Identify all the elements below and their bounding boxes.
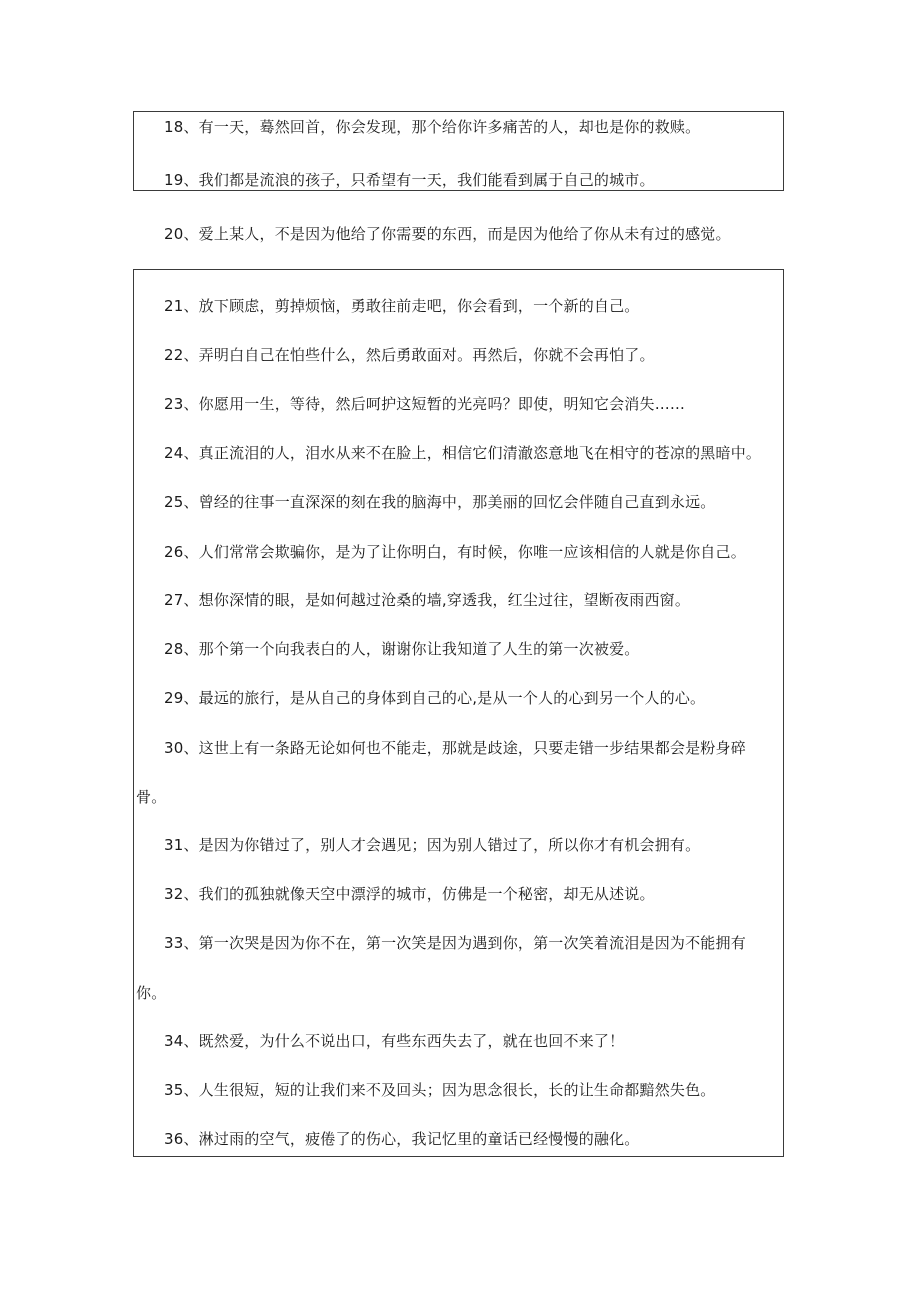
quote-21: 21、放下顾虑，剪掉烦恼，勇敢往前走吧，你会看到，一个新的自己。 [164, 297, 640, 315]
quote-31: 31、是因为你错过了，别人才会遇见；因为别人错过了，所以你才有机会拥有。 [164, 836, 701, 854]
quote-28: 28、那个第一个向我表白的人，谢谢你让我知道了人生的第一次被爱。 [164, 640, 640, 658]
quote-36: 36、淋过雨的空气，疲倦了的伤心，我记忆里的童话已经慢慢的融化。 [164, 1130, 640, 1148]
quote-35: 35、人生很短，短的让我们来不及回头；因为思念很长，长的让生命都黯然失色。 [164, 1081, 716, 1099]
quote-24: 24、真正流泪的人，泪水从来不在脸上，相信它们清澈恣意地飞在相守的苍凉的黑暗中。 [164, 444, 762, 462]
quote-23: 23、你愿用一生，等待，然后呵护这短暂的光亮吗？即使，明知它会消失…… [164, 395, 686, 413]
quote-20: 20、爱上某人，不是因为他给了你需要的东西，而是因为他给了你从未有过的感觉。 [164, 225, 731, 243]
quote-33: 33、第一次哭是因为你不在，第一次笑是因为遇到你，第一次笑着流泪是因为不能拥有 [164, 934, 746, 952]
quote-19: 19、我们都是流浪的孩子，只希望有一天，我们能看到属于自己的城市。 [164, 171, 655, 189]
quote-18: 18、有一天，蓦然回首，你会发现，那个给你许多痛苦的人，却也是你的救赎。 [164, 118, 701, 136]
quote-33-continuation: 你。 [136, 984, 167, 1002]
quote-27: 27、想你深情的眼，是如何越过沧桑的墙,穿透我，红尘过往，望断夜雨西窗。 [164, 591, 691, 609]
quote-30-continuation: 骨。 [136, 788, 167, 806]
quote-34: 34、既然爱，为什么不说出口，有些东西失去了，就在也回不来了！ [164, 1032, 625, 1050]
quote-32: 32、我们的孤独就像天空中漂浮的城市，仿佛是一个秘密，却无从述说。 [164, 885, 655, 903]
quote-29: 29、最远的旅行，是从自己的身体到自己的心,是从一个人的心到另一个人的心。 [164, 689, 706, 707]
quote-22: 22、弄明白自己在怕些什么，然后勇敢面对。再然后，你就不会再怕了。 [164, 346, 655, 364]
quote-25: 25、曾经的往事一直深深的刻在我的脑海中，那美丽的回忆会伴随自己直到永远。 [164, 493, 716, 511]
quote-30: 30、这世上有一条路无论如何也不能走，那就是歧途，只要走错一步结果都会是粉身碎 [164, 739, 746, 757]
quote-26: 26、人们常常会欺骗你，是为了让你明白，有时候，你唯一应该相信的人就是你自己。 [164, 543, 746, 561]
